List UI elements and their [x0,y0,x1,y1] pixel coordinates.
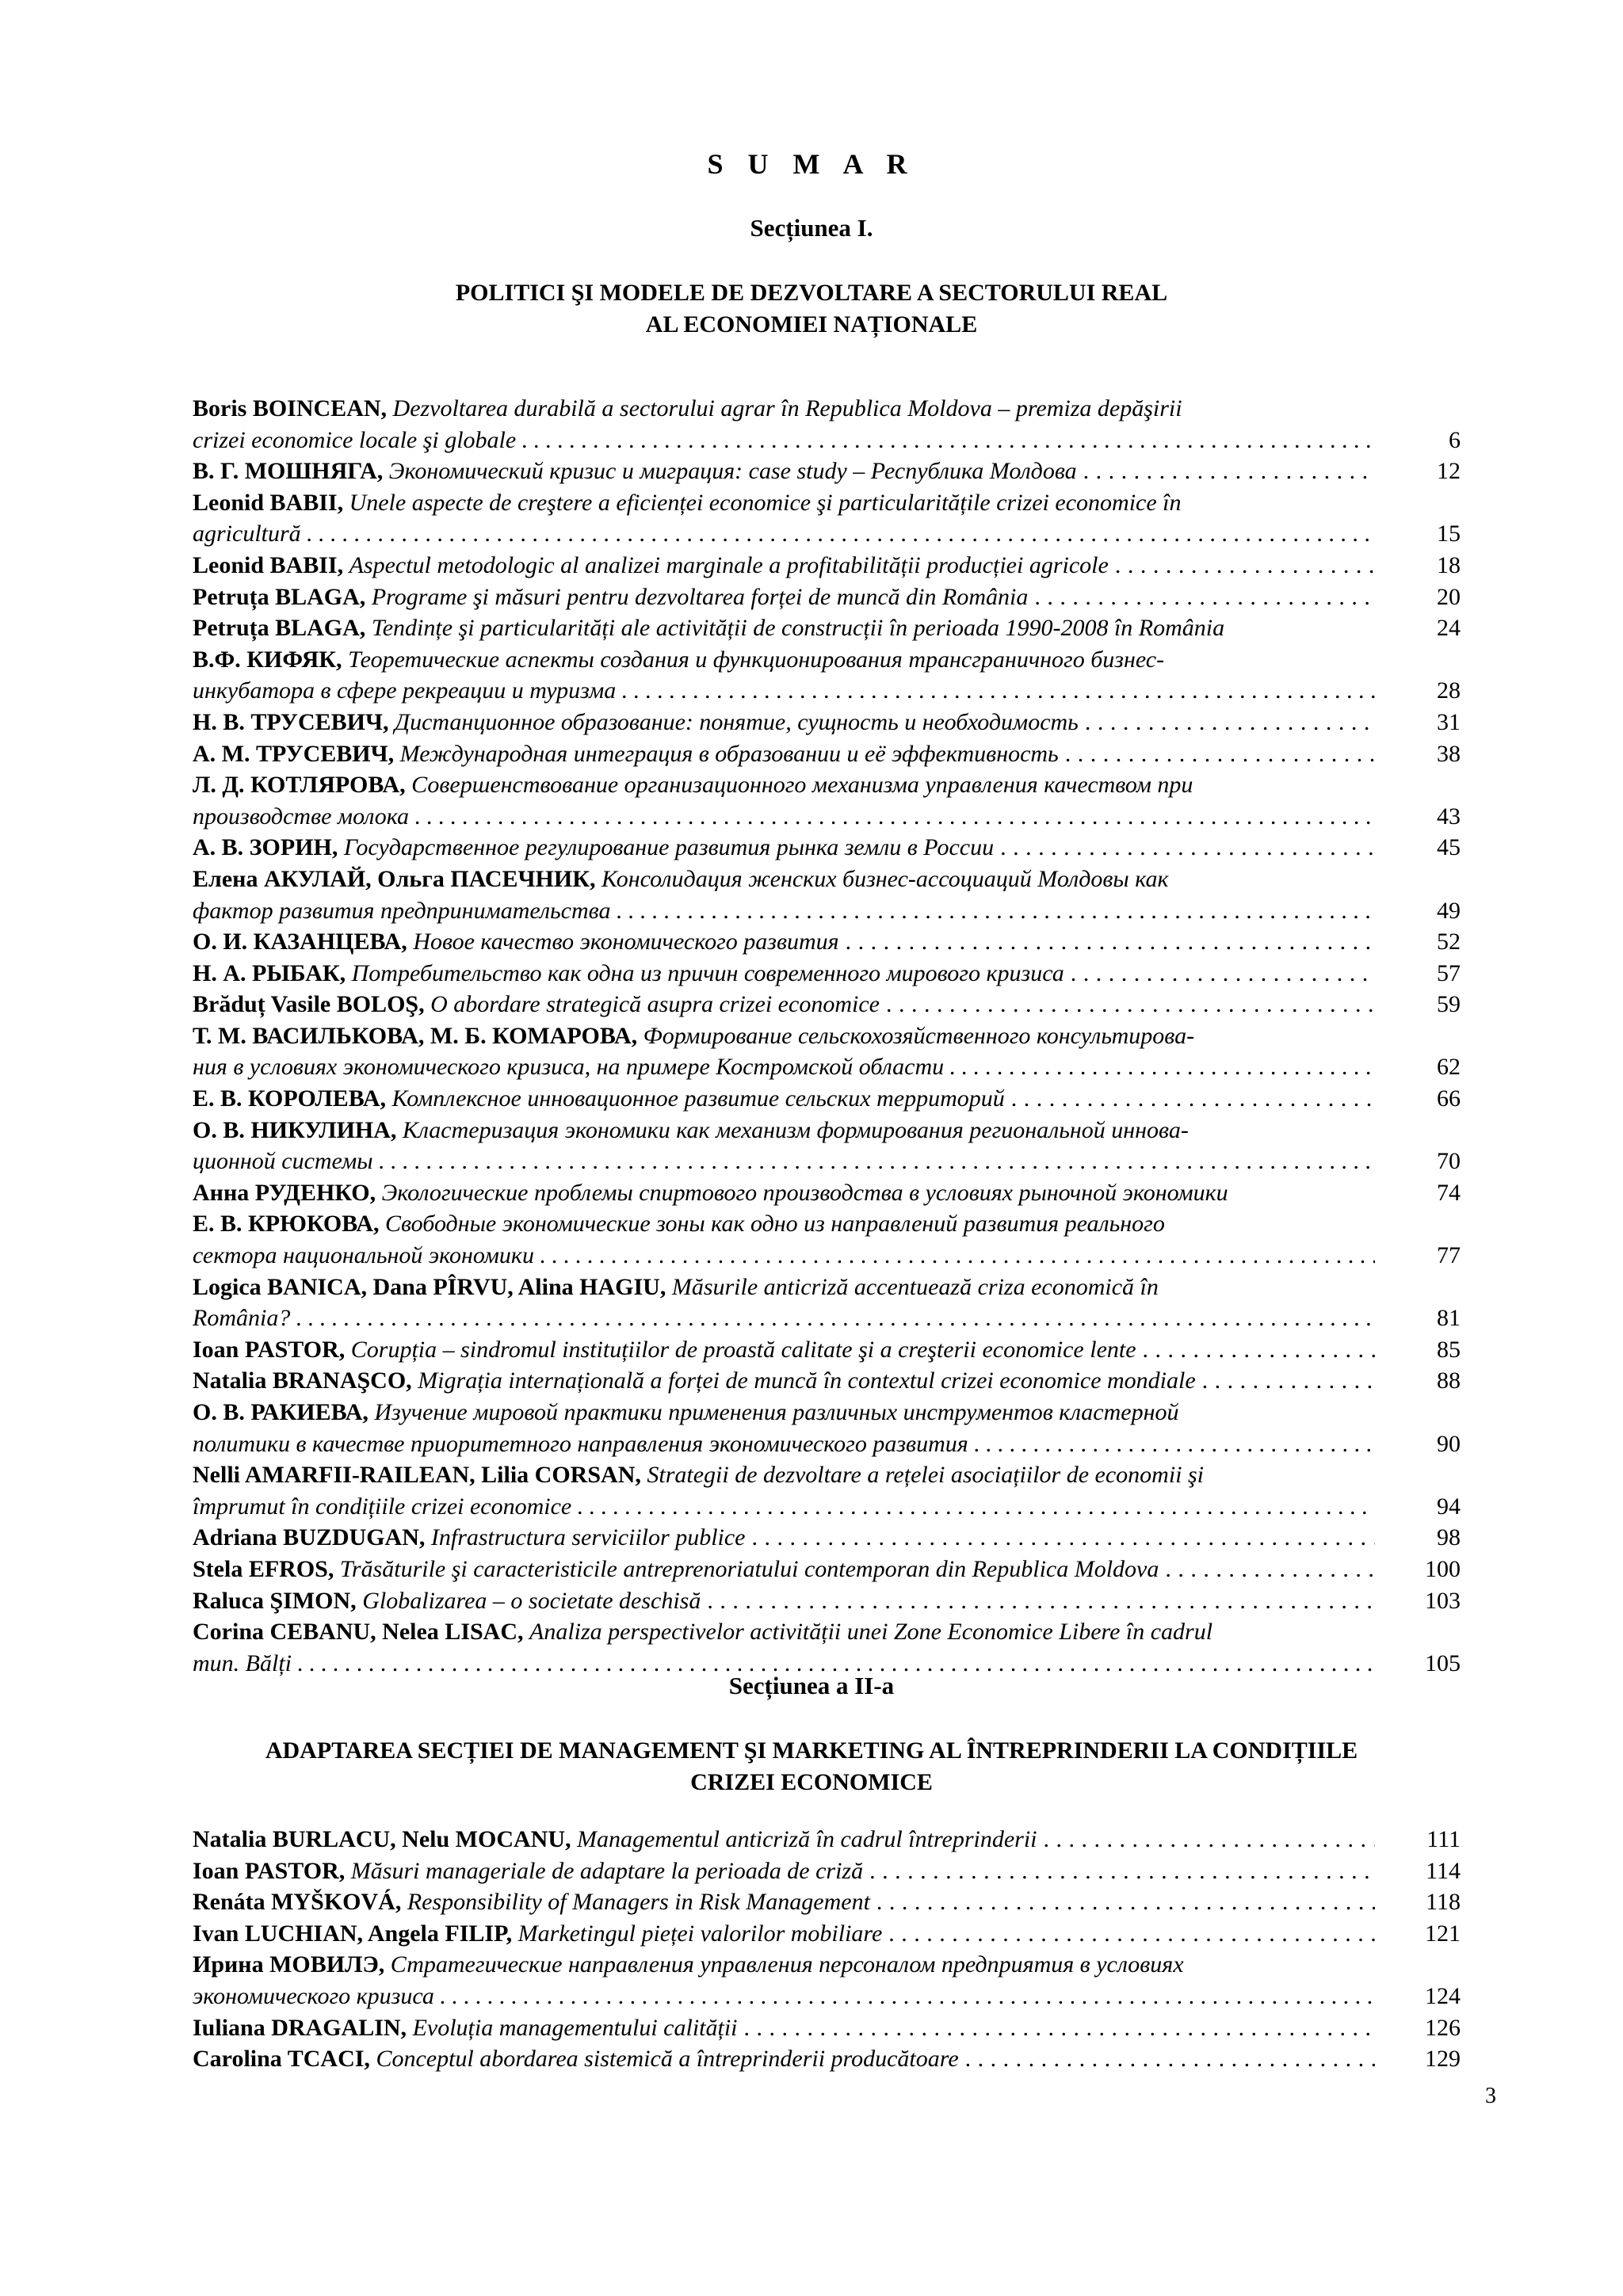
toc-entry [193,1554,1461,1585]
toc-page-number: 100 [1425,1555,1461,1582]
toc-title: Analiza perspectivelor activității unei Zone Economice Libere în cadrul [529,1619,1213,1646]
toc-title: O abordare strategică asupra crizei economice [430,991,880,1018]
toc-entry [193,958,1461,990]
toc-title-continuation: crizei economice locale şi globale . . . [193,425,1375,456]
dot-leader [839,929,1375,955]
toc-page-number: 114 [1426,1857,1461,1884]
toc-title: Изучение мировой практики применения различных инструментов кластерной [374,1399,1179,1425]
toc-title: Programe şi măsuri pentru dezvoltarea forței de muncă din România [371,583,1029,610]
toc-title: Marketingul pieței valorilor mobiliare [517,1920,883,1947]
toc-author: А. В. ЗОРИН, [193,834,338,861]
section-1-heading [0,277,1623,341]
toc-entry [193,1886,1461,1918]
toc-page-number: 59 [1437,991,1461,1018]
toc-entry [193,644,1461,707]
toc-author: Brăduț Vasile BOLOŞ, [193,991,425,1018]
dot-leader [1077,458,1375,484]
toc-entry [193,1616,1461,1679]
toc-title-continuation: ния в условиях экономического кризиса, на примере Костромской области . . . [193,1051,1375,1083]
toc-title: Conceptul abordarea sistemică a întreprinderii producătoare [376,2046,959,2073]
toc-entry-text [193,612,1375,644]
toc-title: Экономический кризис и миграция: case study – Республика Молдова [388,458,1077,485]
toc-title: Кластеризация экономики как механизм формирования региональной иннова- [402,1116,1189,1143]
toc-title-continuation: политики в качестве приоритетного направления экономического развития . . . [193,1428,1375,1460]
toc-author: Н. В. ТРУСЕВИЧ, [193,708,389,735]
dot-leader [1028,584,1375,610]
toc-entry-text [193,582,1375,613]
dot-leader [1136,1337,1375,1363]
toc-author: Raluca ŞIMON, [193,1587,357,1614]
toc-title: Экологические проблемы спиртового производства в условиях рыночной экономики [381,1179,1228,1206]
dot-leader [882,1920,1375,1947]
toc-entry [193,1459,1461,1522]
toc-title: Свободные экономические зоны как одно из направлений развития реального [385,1211,1165,1238]
toc-entry-text [193,2043,1375,2075]
document-title: S U M A R [707,148,916,180]
toc-author: А. М. ТРУСЕВИЧ, [193,740,395,767]
toc-entry-text [193,456,1375,487]
toc-author: Н. А. РЫБАК, [193,959,346,986]
toc-entry [193,1855,1461,1887]
toc-title: Теоретические аспекты создания и функционирования трансграничного бизнес- [348,646,1165,673]
toc-title: Migrația internațională a forței de muncă în contextul crizei economice mondiale [418,1367,1196,1394]
toc-page-number: 38 [1437,740,1461,767]
toc-author: Е. В. КОРОЛЕВА, [193,1085,386,1112]
toc-page-number: 62 [1437,1054,1461,1081]
toc-page-number: 49 [1437,897,1461,924]
toc-author: Ioan PASTOR, [193,1857,346,1884]
toc-page-number: 129 [1425,2046,1461,2073]
toc-page-number: 12 [1437,458,1461,485]
dot-leader [1159,1556,1375,1582]
toc-title: Формирование сельскохозяйственного консультирова- [643,1022,1195,1049]
toc-entry [193,1585,1461,1617]
section-2-heading [0,1735,1623,1798]
toc-author: Ирина МОВИЛЭ, [193,1951,385,1978]
toc-entry-text [193,1855,1375,1887]
toc-title: Tendințe şi particularități ale activității de construcții în perioada 1990-2008 în România [371,615,1225,642]
toc-page-number: 94 [1437,1493,1461,1520]
toc-page-number: 24 [1437,615,1461,642]
toc-author: Adriana BUZDUGAN, [193,1524,426,1551]
toc-title: Unele aspecte de creştere a eficienței economice şi particularitățile crizei economice în [349,489,1182,516]
toc-title-continuation: mun. Bălți . . . [193,1648,1375,1680]
toc-entry-text [193,1272,1375,1334]
toc-entry [193,1020,1461,1083]
toc-entry [193,1208,1461,1271]
toc-entry [193,1365,1461,1397]
toc-page-number: 57 [1437,959,1461,986]
toc-title: Дистанционное образование: понятие, сущность и необходимость [395,708,1079,735]
dot-leader [1037,1826,1376,1852]
dot-leader [959,2046,1375,2072]
toc-author: Boris BOINCEAN, [193,395,388,421]
toc-page-number: 118 [1426,1889,1461,1916]
toc-author: Renáta MYŠKOVÁ, [193,1889,402,1916]
toc-entry-text [193,738,1375,770]
toc-page-number: 52 [1437,929,1461,955]
toc-entry-text [193,1824,1375,1855]
toc-title: Strategii de dezvoltare a rețelei asociațiilor de economii şi [647,1462,1205,1489]
toc-page-number: 66 [1437,1085,1461,1112]
dot-leader [746,1524,1376,1550]
toc-entry-text [193,2012,1375,2044]
toc-title-continuation: сектора национальной экономики . . . [193,1240,1375,1272]
toc-title: Комплексное инновационное развитие сельских территорий [391,1085,1005,1112]
toc-entry [193,1824,1461,1855]
toc-entry [193,1083,1461,1115]
toc-page-number: 45 [1437,834,1461,861]
toc-title-continuation: инкубатора в сфере рекреации и туризма . . . [193,675,1375,707]
toc-page-number: 103 [1425,1587,1461,1614]
toc-title: Новое качество экономического развития [413,929,839,955]
toc-entry-text [193,1949,1375,2012]
toc-title: Aspectul metodologic al analizei marginale a profitabilității producției agricole [349,551,1109,578]
toc-author: В.Ф. КИФЯК, [193,646,342,673]
toc-author: Т. М. ВАСИЛЬКОВА, М. Б. КОМАРОВА, [193,1022,638,1049]
toc-entry [193,487,1461,550]
section-1-label: Secțiunea I. [750,214,873,242]
toc-entry-text [193,1020,1375,1083]
toc-title: Потребительство как одна из причин современного мирового кризиса [351,959,1064,986]
toc-entry [193,989,1461,1020]
toc-author: О. В. НИКУЛИНА, [193,1116,397,1143]
section-2-heading-line-2: CRIZEI ECONOMICE [690,1769,933,1795]
toc-entry [193,832,1461,864]
section-1-heading-line-1: POLITICI ŞI MODELE DE DEZVOLTARE A SECTORULUI REAL [455,280,1168,306]
toc-entry [193,1115,1461,1177]
dot-leader [1059,741,1375,767]
toc-entry-text [193,1616,1375,1679]
dot-leader [738,2015,1376,2041]
toc-page-number: 85 [1437,1336,1461,1363]
toc-author: Leonid BABII, [193,551,344,578]
toc-entry-text [193,958,1375,990]
dot-leader [880,991,1375,1017]
toc-page-number: 74 [1437,1179,1461,1206]
toc-entry-text [193,644,1375,707]
toc-page-number: 88 [1437,1367,1461,1394]
toc-title-continuation: ционной системы . . . [193,1146,1375,1177]
dot-leader [863,1858,1375,1884]
page-number: 3 [1485,2084,1496,2108]
toc-entry [193,1272,1461,1334]
toc-title-continuation: România? . . . [193,1302,1375,1334]
toc-title-continuation: фактор развития предпринимательства . . . [193,895,1375,927]
toc-entry [193,1949,1461,2012]
section-2-label: Secțiunea a II-a [728,1672,895,1699]
toc-page-number: 126 [1425,2014,1461,2041]
toc-author: Iuliana DRAGALIN, [193,2014,407,2041]
dot-leader [1196,1367,1375,1394]
toc-page-number: 6 [1449,426,1461,453]
dot-leader [1064,960,1375,986]
toc-title: Государственное регулирование развития рынка земли в России [343,834,995,861]
toc-page-number: 77 [1437,1242,1461,1269]
toc-entry [193,864,1461,926]
toc-entry [193,612,1461,644]
toc-entry [193,2012,1461,2044]
toc-entry [193,707,1461,738]
toc-author: Logica BANICA, Dana PÎRVU, Alina HAGIU, [193,1273,666,1300]
toc-author: Е. В. КРЮКОВА, [193,1211,380,1238]
toc-page-number: 124 [1425,1982,1461,2009]
toc-entry [193,1522,1461,1554]
toc-page-number: 90 [1437,1430,1461,1457]
toc-author: Leonid BABII, [193,489,344,516]
toc-title: Responsibility of Managers in Risk Management [407,1889,870,1916]
toc-page-number: 81 [1437,1305,1461,1332]
toc-author: Ivan LUCHIAN, Angela FILIP, [193,1920,513,1947]
toc-entry-text [193,550,1375,582]
toc-entry-text [193,769,1375,832]
dot-leader [994,834,1375,860]
toc-page-number: 15 [1437,521,1461,547]
toc-entry-text [193,707,1375,738]
toc-entry [193,738,1461,770]
toc-title: Evoluția managementului calității [412,2014,738,2041]
toc-title-continuation: agricultură . . . [193,518,1375,550]
toc-title: Măsuri manageriale de adaptare la perioada de criză [350,1857,864,1884]
toc-entry [193,1334,1461,1366]
toc-entry-text [193,1208,1375,1271]
toc-entry [193,393,1461,456]
toc-entry-text [193,832,1375,864]
toc-page-number: 121 [1425,1920,1461,1947]
toc-page-number: 18 [1437,551,1461,578]
toc-title: Corupția – sindromul instituțiilor de proastă calitate şi a creşterii economice lente [350,1336,1136,1363]
toc-entry-text [193,393,1375,456]
toc-entry [193,1397,1461,1459]
toc-author: Ioan PASTOR, [193,1336,346,1363]
toc-title: Международная интеграция в образовании и её эффективность [399,740,1059,767]
toc-title: Managementul anticriză în cadrul întreprinderii [576,1826,1037,1852]
toc-page-number: 43 [1437,803,1461,830]
toc-entry-text [193,926,1375,958]
toc-title: Совершенствование организационного механизма управления качеством при [411,772,1193,799]
toc-author: Natalia BURLACU, Nelu MOCANU, [193,1826,571,1852]
toc-entry-text [193,1522,1375,1554]
toc-entry [193,926,1461,958]
toc-author: О. В. РАКИЕВА, [193,1399,369,1425]
toc-title: Trăsăturile şi caracteristicile antreprenoriatului contemporan din Republica Moldova [339,1555,1159,1582]
toc-entry [193,1918,1461,1950]
toc-page-number: 98 [1437,1524,1461,1551]
toc-author: Petruța BLAGA, [193,615,366,642]
toc-author: Natalia BRANAŞCO, [193,1367,412,1394]
toc-author: Carolina TCACI, [193,2046,370,2073]
toc-author: Л. Д. КОТЛЯРОВА, [193,772,406,799]
dot-leader [701,1588,1375,1614]
toc-author: Елена АКУЛАЙ, Ольга ПАСЕЧНИК, [193,865,596,892]
toc-entry-text [193,1177,1375,1209]
section-2-contents [193,1824,1461,2075]
toc-title: Infrastructura serviciilor publice [430,1524,746,1551]
toc-entry-text [193,487,1375,550]
toc-author: Nelli AMARFII-RAILEAN, Lilia CORSAN, [193,1462,641,1489]
toc-entry-text [193,1365,1375,1397]
toc-entry [193,2043,1461,2075]
toc-entry-text [193,1115,1375,1177]
section-1-heading-line-2: AL ECONOMIEI NAȚIONALE [645,311,978,338]
toc-page-number: 111 [1426,1826,1461,1852]
toc-entry-text [193,1334,1375,1366]
toc-entry-text [193,864,1375,926]
toc-author: Corina CEBANU, Nelea LISAC, [193,1619,524,1646]
dot-leader [1079,709,1375,735]
toc-title: Консолидация женских бизнес-ассоциаций Молдовы как [601,865,1169,892]
toc-page-number: 70 [1437,1148,1461,1175]
dot-leader [870,1889,1375,1915]
toc-entry-text [193,1554,1375,1585]
toc-entry-text [193,989,1375,1020]
section-1-contents [193,393,1461,1679]
toc-page-number: 28 [1437,677,1461,704]
toc-entry-text [193,1397,1375,1459]
toc-entry [193,1177,1461,1209]
toc-entry [193,456,1461,487]
toc-page-number: 20 [1437,583,1461,610]
section-2-heading-line-1: ADAPTAREA SECȚIEI DE MANAGEMENT ŞI MARKETING AL ÎNTREPRINDERII LA CONDIȚIILE [265,1737,1358,1764]
toc-page-number: 105 [1425,1650,1461,1676]
toc-title: Dezvoltarea durabilă a sectorului agrar în Republica Moldova – premiza depăşirii [392,395,1182,421]
toc-title: Стратегические направления управления персоналом предприятия в условиях [390,1951,1184,1978]
toc-title-continuation: împrumut în condițiile crizei economice . . . [193,1491,1375,1523]
toc-page-number: 31 [1437,708,1461,735]
toc-title-continuation: экономического кризиса . . . [193,1981,1375,2012]
toc-title-continuation: производстве молока . . . [193,801,1375,833]
toc-title: Măsurile anticriză accentuează criza economică în [671,1273,1159,1300]
toc-entry [193,769,1461,832]
toc-title: Globalizarea – o societate deschisă [362,1587,701,1614]
toc-entry [193,550,1461,582]
toc-author: Petruța BLAGA, [193,583,366,610]
toc-author: В. Г. МОШНЯГА, [193,458,384,485]
dot-leader [1109,552,1375,578]
toc-entry [193,582,1461,613]
toc-entry-text [193,1886,1375,1918]
toc-author: Stela EFROS, [193,1555,334,1582]
toc-author: О. И. КАЗАНЦЕВА, [193,929,407,955]
toc-entry-text [193,1585,1375,1617]
toc-entry-text [193,1918,1375,1950]
toc-entry-text [193,1083,1375,1115]
toc-entry-text [193,1459,1375,1522]
dot-leader [1005,1085,1375,1112]
toc-author: Анна РУДЕНКО, [193,1179,376,1206]
